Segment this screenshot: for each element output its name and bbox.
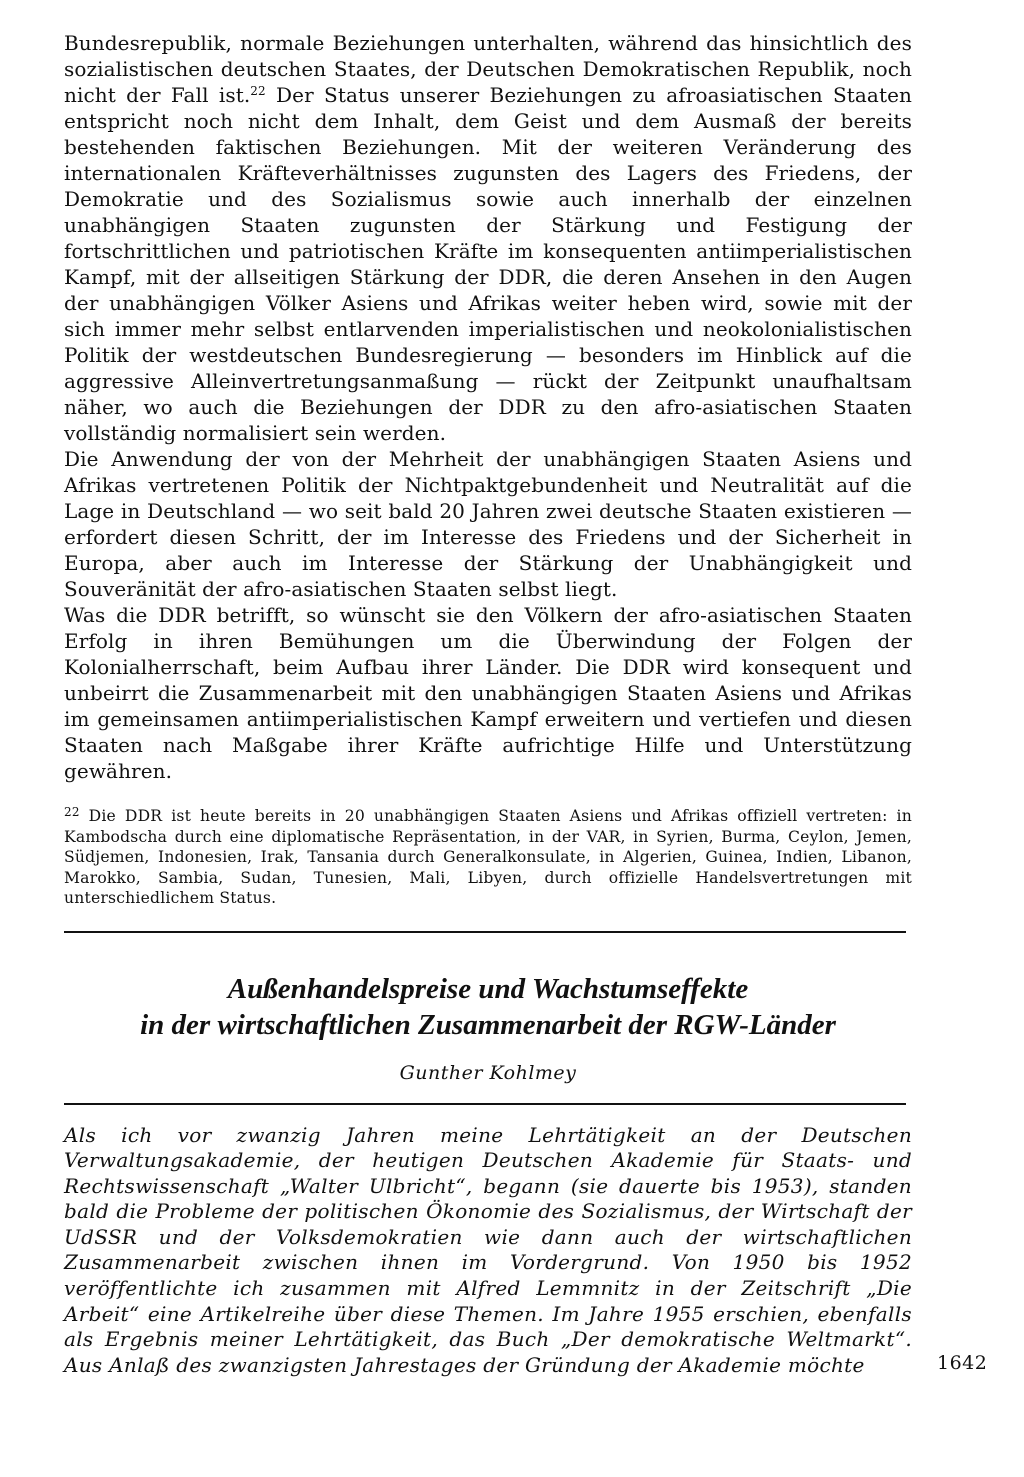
author-divider [64, 1103, 906, 1105]
article-title-line: in der wirtschaftlichen Zusammenarbeit der RGW-Länder [140, 1008, 836, 1041]
footnote [64, 806, 912, 909]
page-number: 1642 [937, 1352, 988, 1374]
paragraph-text: Bundesrepublik, normale Beziehungen unterhalten, während das hinsichtlich des sozialistischen deutschen Staates, der Deutschen Demokratischen Republik, noch nicht der Fall ist. [64, 31, 912, 107]
footnote-mark: 22 [64, 805, 80, 819]
article-intro: Als ich vor zwanzig Jahren meine Lehrtätigkeit an der Deutschen Verwaltungsakademie, der heutigen Deutschen Akademie für Staats- und Rechtswissenschaft „Walter Ulbricht“, begann (sie dauerte bis 1953), standen bald die Probleme der politischen Ökonomie des Sozialismus, der Wirtschaft der UdSSR und der Volksdemokratien wie dann auch der wirtschaftlichen Zusammenarbeit zwischen ihnen im Vordergrund. Von 1950 bis 1952 veröffentlichte ich zusammen mit Alfred Lemmnitz in der Zeitschrift „Die Arbeit“ eine Artikelreihe über diese Themen. Im Jahre 1955 erschien, ebenfalls als Ergebnis meiner Lehrtätigkeit, das Buch „Der demokratische Weltmarkt“. Aus Anlaß des zwanzigsten Jahrestages der Gründung der Akademie möchte [64, 1122, 912, 1377]
footnote-text: Die DDR ist heute bereits in 20 unabhängigen Staaten Asiens und Afrikas offiziell vertreten: in Kambodscha durch eine diplomatische Repräsentation, in der VAR, in Syrien, Burma, Ceylon, Jemen, Südjemen, Indonesien, Irak, Tansania durch Generalkonsulate, in Algerien, Guinea, Indien, Libanon, Marokko, Sambia, Sudan, Tunesien, Mali, Libyen, durch offizielle Handelsvertretungen mit unterschiedlichem Status. [64, 807, 912, 907]
section-divider [64, 931, 906, 933]
article-title [64, 971, 912, 1043]
paragraph: Was die DDR betrifft, so wünscht sie den Völkern der afro-asiatischen Staaten Erfolg in ihren Bemühungen um die Überwindung der Folgen der Kolonialherrschaft, beim Aufbau ihrer Länder. Die DDR wird konsequent und unbeirrt die Zusammenarbeit mit den unabhängigen Staaten Asiens und Afrikas im gemeinsamen antiimperialistischen Kampf erweitern und vertiefen und diesen Staaten nach Maßgabe ihrer Kräfte aufrichtige Hilfe und Unterstützung gewähren. [64, 603, 912, 783]
paragraph: Die Anwendung der von der Mehrheit der unabhängigen Staaten Asiens und Afrikas vertretenen Politik der Nichtpaktgebundenheit und Neutralität auf die Lage in Deutschland — wo seit bald 20 Jahren zwei deutsche Staaten existieren — erfordert diesen Schritt, der im Interesse des Friedens und der Sicherheit in Europa, aber auch im Interesse der Stärkung der Unabhängigkeit und Souveränität der afro-asiatischen Staaten selbst liegt. [64, 447, 912, 601]
article-author: Gunther Kohlmey [399, 1061, 577, 1084]
article-title-line: Außenhandelspreise und Wachstumseffekte [227, 972, 749, 1005]
paragraph [64, 30, 912, 446]
document-page [64, 30, 912, 1378]
paragraph-text: Der Status unserer Beziehungen zu afroasiatischen Staaten entspricht noch nicht dem Inhalt, dem Geist und dem Ausmaß der bereits bestehenden faktischen Beziehungen. Mit der weiteren Veränderung des internationalen Kräfteverhältnisses zugunsten des Lagers des Friedens, der Demokratie und des Sozialismus sowie auch innerhalb der einzelnen unabhängigen Staaten zugunsten der Stärkung und Festigung der fortschrittlichen und patriotischen Kräfte im konsequenten antiimperialistischen Kampf, mit der allseitigen Stärkung der DDR, die deren Ansehen in den Augen der unabhängigen Völker Asiens und Afrikas weiter heben wird, sowie mit der sich immer mehr selbst entlarvenden imperialistischen und neokolonialistischen Politik der westdeutschen Bundesregierung — besonders im Hinblick auf die aggressive Alleinvertretungsanmaßung — rückt der Zeitpunkt unaufhaltsam näher, wo auch die Beziehungen der DDR zu den afro-asiatischen Staaten vollständig normalisiert sein werden. [64, 83, 912, 445]
body-text [64, 30, 912, 784]
footnote-reference: 22 [250, 84, 266, 98]
